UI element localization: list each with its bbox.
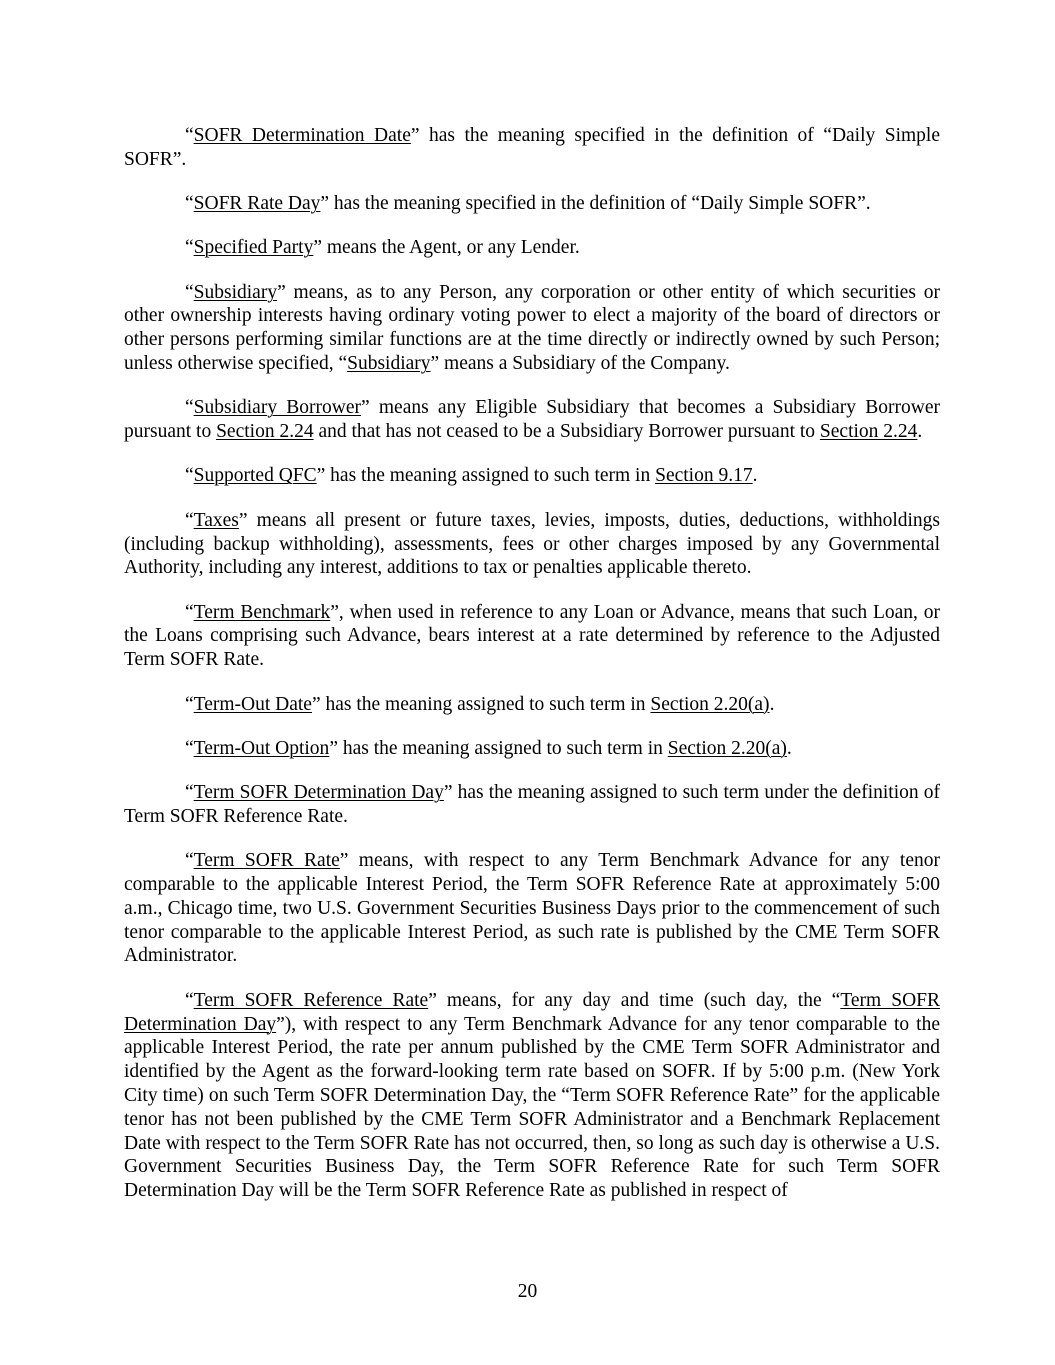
definition-text: ” has the meaning assigned to such term in (311, 693, 651, 715)
defined-term: SOFR Rate Day (193, 193, 321, 215)
definition-text: . (786, 737, 792, 759)
definition-text: ” has the meaning assigned to such term under the definition of Term SOFR Reference Rate. (124, 782, 941, 827)
definition-text: . (917, 421, 923, 443)
definition-text: ”), with respect to any Term Benchmark Advance for any tenor comparable to the applicable Interest Period, the rate per annum published by the CME Term SOFR Administrator and identified by the Agent as the forward-looking term rate based on SOFR. If by 5:00 p.m. (New York City time) on such Term SOFR Determination Day, the “Term SOFR Reference Rate” for the applicable tenor has not been published by the CME Term SOFR Administrator and a Benchmark Replacement Date with respect to the Term SOFR Rate has not occurred, then, so long as such day is otherwise a U.S. Government Securities Business Day, the Term SOFR Reference Rate for such Term SOFR Determination Day will be the Term SOFR Reference Rate as published in respect of (124, 1013, 941, 1202)
definition-term-out-date (124, 693, 940, 717)
definition-text: ” has the meaning specified in the definition of “Daily Simple SOFR”. (320, 193, 871, 215)
definition-term-benchmark (124, 601, 940, 672)
defined-term: Specified Party (193, 237, 314, 259)
definition-text: “ (185, 850, 194, 872)
definition-text: “ (185, 737, 194, 759)
definition-text: “ (185, 693, 194, 715)
defined-term: Section 2.20(a) (650, 693, 770, 715)
defined-term: Term Benchmark (193, 601, 331, 623)
defined-term: Section 2.20(a) (667, 737, 787, 759)
definition-text: . (769, 693, 775, 715)
defined-term: Term SOFR Rate (193, 850, 340, 872)
definition-text: “ (185, 509, 194, 531)
definition-sofr-determination-date (124, 124, 940, 172)
defined-term: Supported QFC (193, 465, 317, 487)
defined-term: Subsidiary (193, 281, 278, 303)
definition-subsidiary (124, 281, 940, 376)
defined-term: SOFR Determination Date (193, 125, 411, 146)
definition-text: ”, when used in reference to any Loan or Advance, means that such Loan, or the Loans comprising such Advance, bears interest at a rate determined by reference to the Adjusted Term SOFR Rate. (124, 601, 941, 671)
definition-text: “ (185, 397, 194, 419)
definition-term-sofr-reference-rate (124, 989, 940, 1203)
defined-term: Subsidiary Borrower (193, 397, 362, 419)
definition-text: ” means a Subsidiary of the Company. (430, 353, 730, 375)
definition-text: ” means any Eligible Subsidiary that becomes a Subsidiary Borrower pursuant to (124, 397, 940, 443)
defined-term: Subsidiary (347, 353, 431, 375)
definition-text: ” has the meaning assigned to such term in (329, 737, 668, 759)
definition-text: ” means, for any day and time (such day, the “ (428, 989, 841, 1011)
definition-text: ” has the meaning specified in the definition of “Daily Simple SOFR”. (124, 125, 941, 170)
defined-term: Section 2.24 (216, 421, 314, 443)
defined-term: Term SOFR Determination Day (193, 782, 444, 804)
definition-text: “ (185, 281, 194, 303)
defined-term: Term SOFR Reference Rate (193, 989, 429, 1011)
definition-text: ” means, as to any Person, any corporation or other entity of which securities or other ownership interests having ordinary voting power to elect a majority of the board of directors or other persons performing similar functions are at the time directly or indirectly owned by such Person; unless otherwise specified, “ (124, 281, 940, 375)
definition-text: “ (185, 465, 194, 487)
defined-term: Term-Out Option (193, 737, 330, 759)
definition-text: and that has not ceased to be a Subsidiary Borrower pursuant to (313, 421, 820, 443)
definition-taxes (124, 509, 940, 580)
definition-text: “ (185, 237, 194, 259)
defined-term: Section 9.17 (655, 465, 753, 487)
definition-supported-qfc (124, 464, 940, 488)
definition-text: “ (185, 125, 194, 146)
definition-text: “ (185, 989, 194, 1011)
defined-term: Term-Out Date (193, 693, 312, 715)
definition-text: “ (185, 601, 194, 623)
definition-sofr-rate-day (124, 192, 940, 216)
definition-text: ” means all present or future taxes, levies, imposts, duties, deductions, withholdings (including backup withholding), assessments, fees or other charges imposed by any Governmental Authority, including any interest, additions to tax or penalties applicable thereto. (124, 509, 940, 579)
defined-term: Taxes (193, 509, 239, 531)
definition-term-sofr-rate (124, 849, 940, 968)
document-page (124, 124, 940, 1223)
definition-specified-party (124, 236, 940, 260)
page-number: 20 (517, 1281, 538, 1302)
definition-text: ” means the Agent, or any Lender. (313, 237, 580, 259)
definition-subsidiary-borrower (124, 396, 940, 444)
defined-term: Term SOFR Determination Day (124, 989, 940, 1035)
definition-term-sofr-determination-day (124, 781, 940, 829)
definition-text: ” means, with respect to any Term Benchmark Advance for any tenor comparable to the applicable Interest Period, the Term SOFR Reference Rate at approximately 5:00 a.m., Chicago time, two U.S. Government Securities Business Days prior to the commencement of such tenor comparable to the applicable Interest Period, as such rate is published by the CME Term SOFR Administrator. (124, 850, 940, 967)
definition-text: . (752, 465, 758, 487)
defined-term: Section 2.24 (819, 421, 918, 443)
definition-text: ” has the meaning assigned to such term in (316, 465, 656, 487)
definition-text: “ (185, 193, 194, 215)
definition-term-out-option (124, 737, 940, 761)
definition-text: “ (185, 782, 194, 804)
